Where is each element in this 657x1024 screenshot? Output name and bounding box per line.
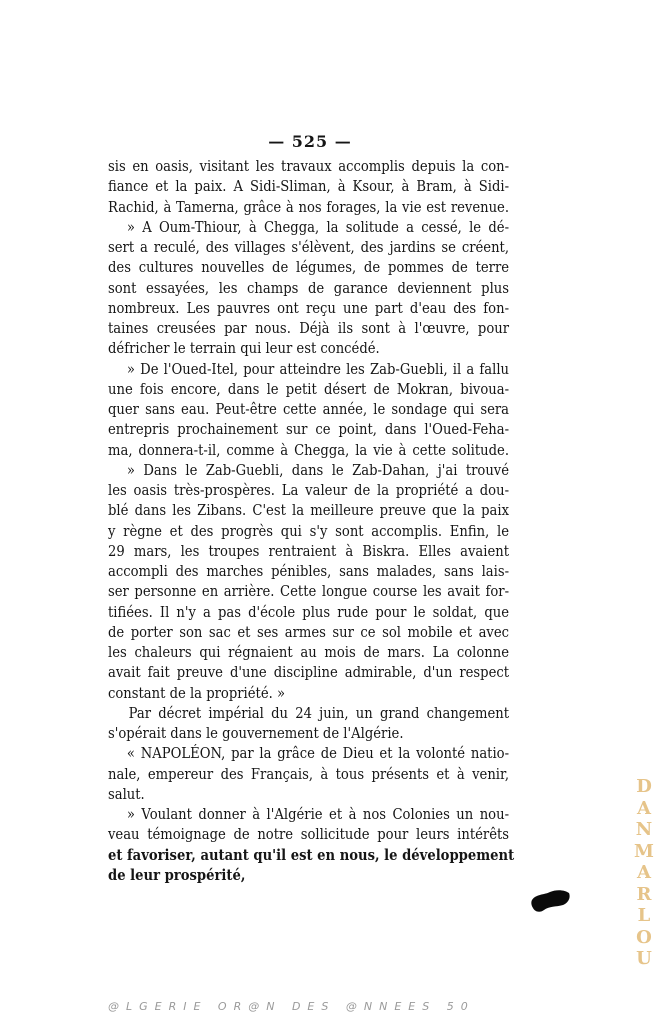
text-line: sont essayées, les champs de garance deviennent plus <box>108 278 510 297</box>
text-line: veau témoignage de notre sollicitude pour leurs intérêts <box>108 825 510 844</box>
side-watermark-letter: N <box>635 819 653 840</box>
text-line: et favoriser, autant qu'il est en nous, le développement <box>108 845 515 864</box>
side-watermark-letter: M <box>634 840 654 862</box>
side-watermark-letter: U <box>636 948 652 969</box>
text-line: sert a reculé, des villages s'élèvent, des jardins se créent, <box>108 238 510 256</box>
text-line: s'opérait dans le gouvernement de l'Algérie. <box>108 724 404 742</box>
text-line: y règne et des progrès qui s'y sont accomplis. Enfin, le <box>108 521 510 540</box>
text-line: » Dans le Zab-Guebli, dans le Zab-Dahan, j'ai trouvé <box>126 460 510 479</box>
text-line: ma, donnera-t-il, comme à Chegga, la vie à cette solitude. <box>108 440 510 459</box>
side-watermark-letter: A <box>637 862 651 883</box>
side-watermark-letter: D <box>636 776 652 797</box>
text-line: entrepris prochainement sur ce point, dans l'Oued-Feha- <box>108 420 510 439</box>
text-line: » A Oum-Thiour, à Chegga, la solitude a cessé, le dé- <box>126 217 510 236</box>
text-line: 29 mars, les troupes rentraient à Biskra. Elles avaient <box>108 541 510 560</box>
side-watermark-text <box>633 776 655 970</box>
text-line: » De l'Oued-Itel, pour atteindre les Zab-Guebli, il a fallu <box>126 359 510 378</box>
text-line: tifiées. Il n'y a pas d'école plus rude pour le soldat, que <box>108 602 510 621</box>
side-watermark-letter: O <box>636 926 652 948</box>
side-watermark-letter: L <box>637 905 651 926</box>
text-line: avait fait preuve d'une discipline admirable, d'un respect <box>108 663 510 682</box>
text-line: « NAPOLÉON, par la grâce de Dieu et la volonté natio- <box>126 744 510 763</box>
text-line: des cultures nouvelles de légumes, de pommes de terre <box>108 258 510 277</box>
text-line: les chaleurs qui régnaient au mois de mars. La colonne <box>108 643 510 661</box>
text-line: ser personne en arrière. Cette longue course les avait for- <box>108 582 510 601</box>
text-line: Rachid, à Tamerna, grâce à nos forages, la vie est revenue. <box>108 197 510 216</box>
footer-watermark: @LGERIE OR@N DES @NNEES 50 <box>108 1000 475 1013</box>
text-body <box>108 156 515 885</box>
text-line: taines creusées par nous. Déjà ils sont à l'œuvre, pour <box>108 319 510 337</box>
text-line: blé dans les Zibans. C'est la meilleure preuve que la paix <box>108 501 510 520</box>
text-line: sis en oasis, visitant les travaux accomplis depuis la con- <box>108 157 510 175</box>
text-line: nombreux. Les pauvres ont reçu une part d'eau des fon- <box>108 298 510 317</box>
text-line: quer sans eau. Peut-être cette année, le sondage qui sera <box>108 400 510 418</box>
page-number: — 525 — <box>268 132 352 151</box>
side-watermark-letter: R <box>636 883 652 905</box>
text-line: Par décret impérial du 24 juin, un grand changement <box>128 703 510 722</box>
text-line: » Voulant donner à l'Algérie et à nos Colonies un nou- <box>126 805 510 823</box>
text-line: les oasis très-prospères. La valeur de la propriété a dou- <box>108 481 510 499</box>
text-line: de porter son sac et ses armes sur ce sol mobile et avec <box>108 622 510 641</box>
text-line: salut. <box>108 784 145 803</box>
ink-blot <box>530 886 572 916</box>
text-line: une fois encore, dans le petit désert de Mokran, bivoua- <box>108 379 510 398</box>
text-line: nale, empereur des Français, à tous présents et à venir, <box>108 764 510 783</box>
text-line: de leur prospérité, <box>108 865 246 884</box>
text-line: défricher le terrain qui leur est concédé. <box>108 339 380 358</box>
side-watermark <box>633 776 655 970</box>
text-line: accompli des marches pénibles, sans malades, sans lais- <box>108 562 510 580</box>
text-line: constant de la propriété. » <box>108 683 286 702</box>
side-watermark-letter: A <box>637 797 651 819</box>
text-line: fiance et la paix. A Sidi-Sliman, à Ksour, à Bram, à Sidi- <box>108 177 510 196</box>
